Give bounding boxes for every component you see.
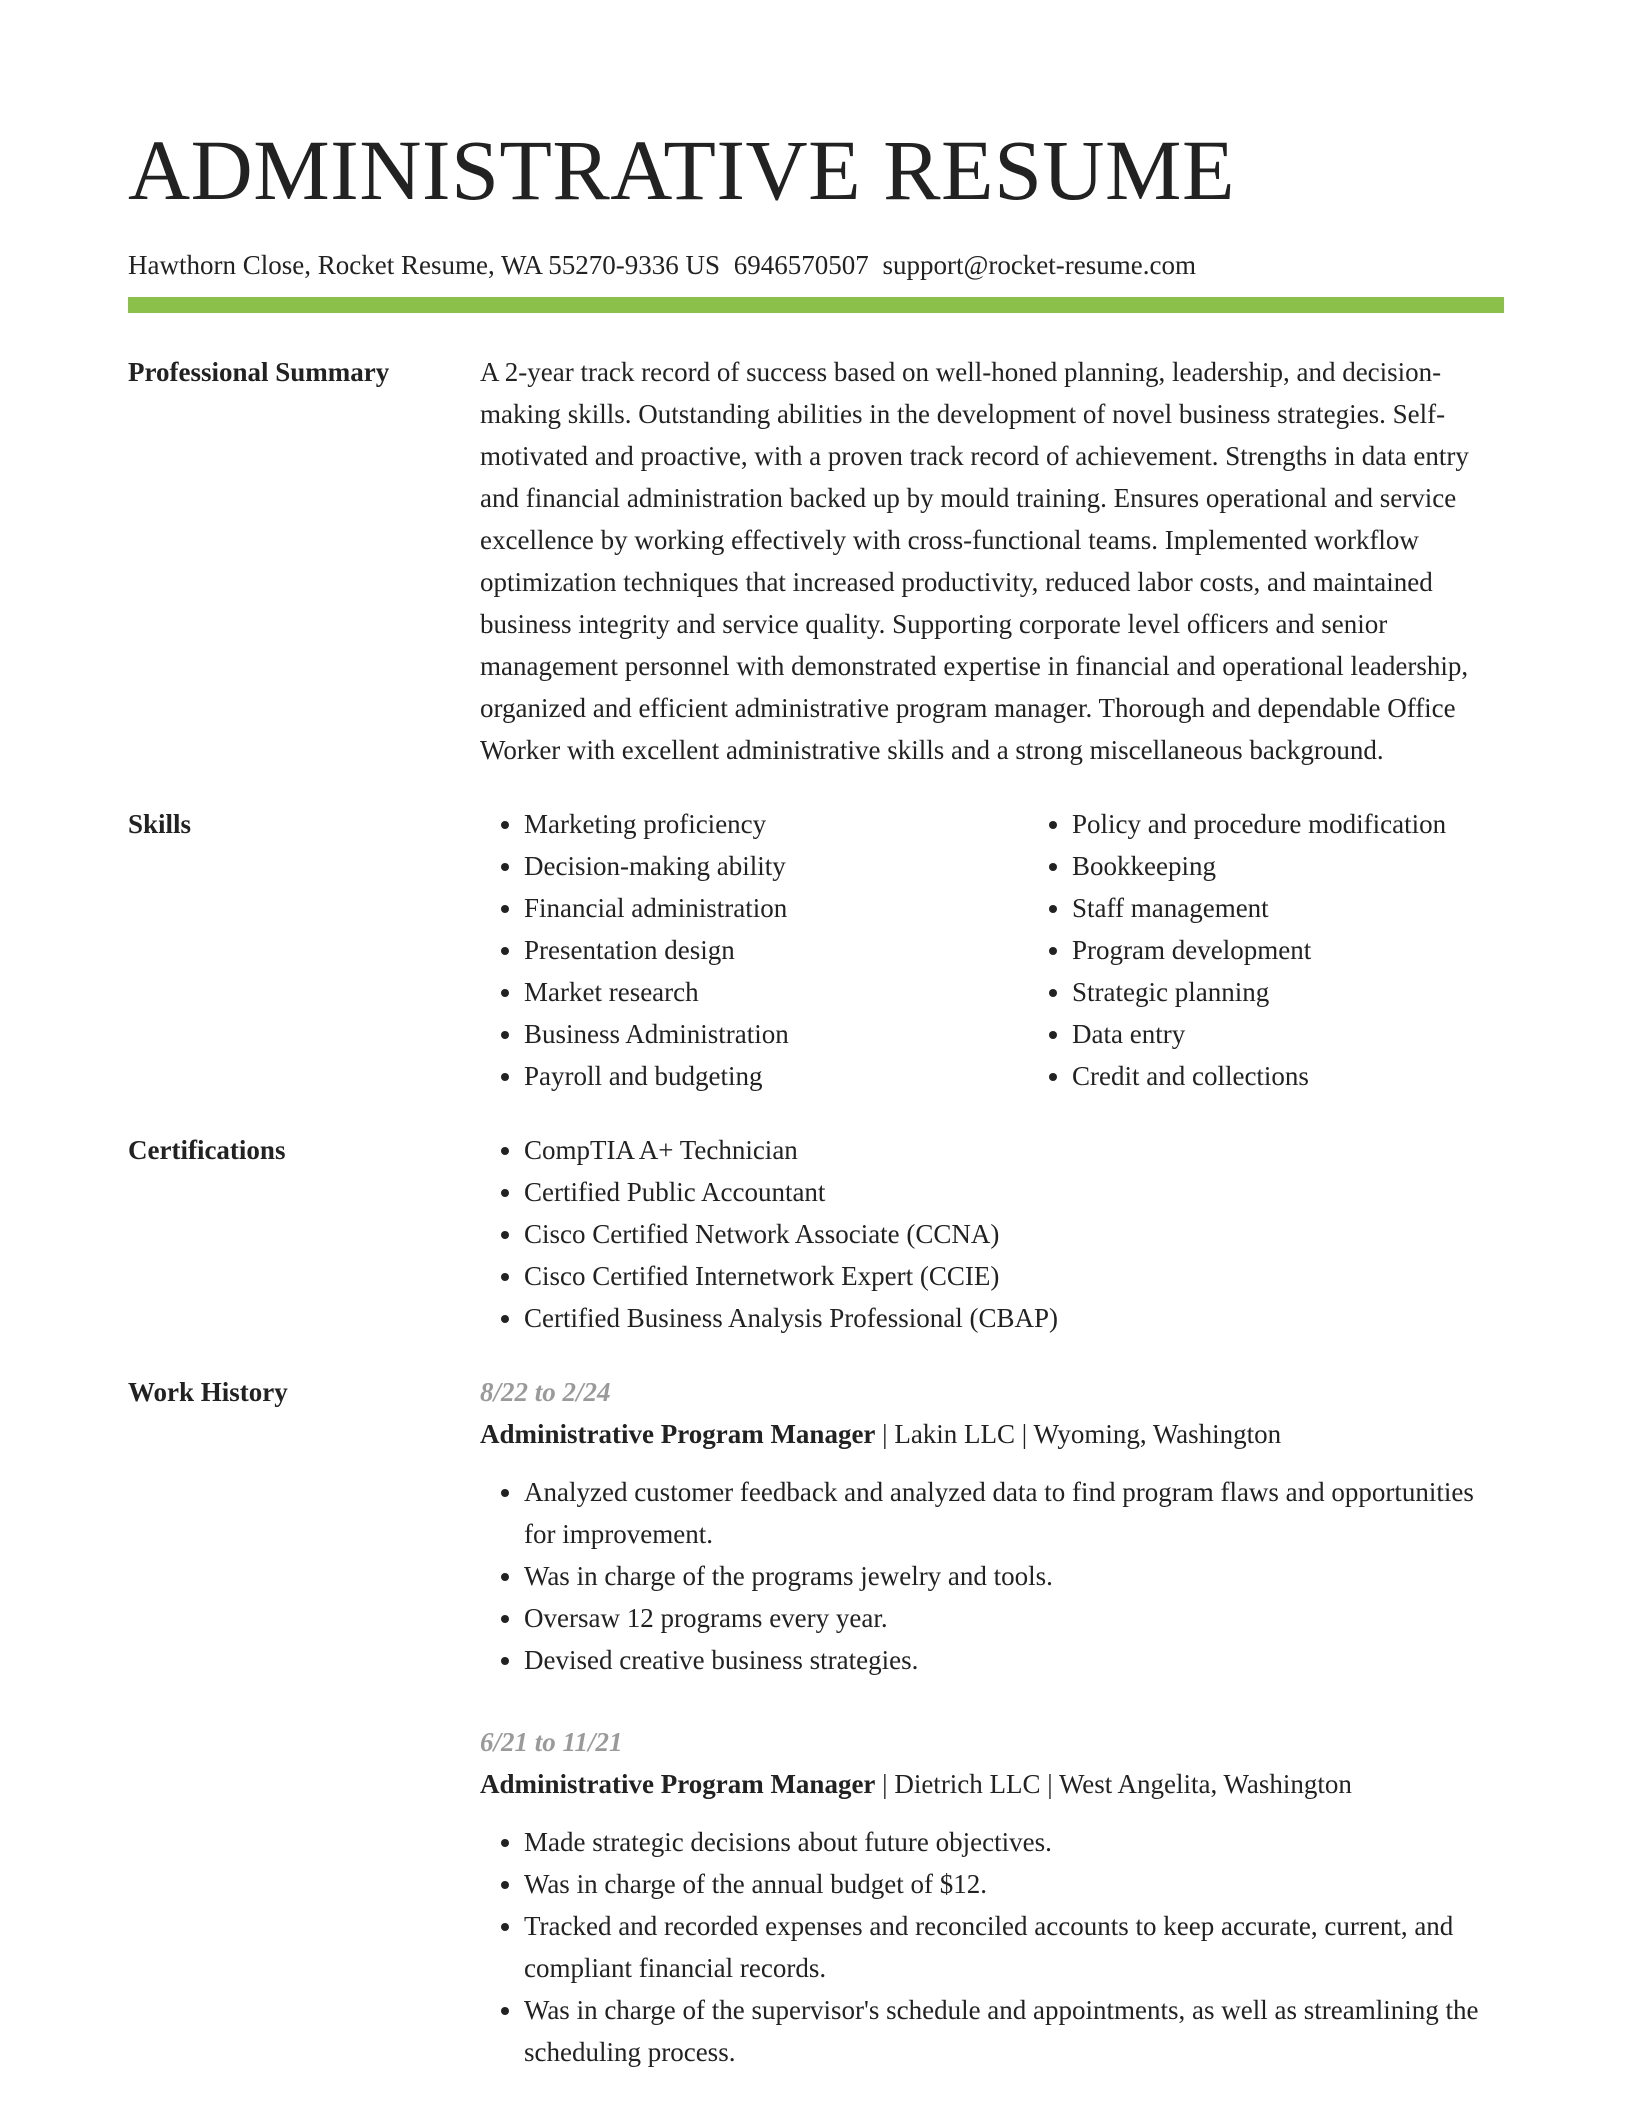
certification-item: • Cisco Certified Network Associate (CCNA) [524,1213,1504,1255]
skill-item: • Payroll and budgeting [524,1055,1028,1097]
job-details: | Lakin LLC | Wyoming, Washington [875,1419,1282,1449]
job-title-line [480,1763,1504,1805]
work-history-section [128,1371,1504,2073]
job-entry [480,1721,1504,2073]
job-dates: 8/22 to 2/24 [480,1377,611,1407]
work-history-content [480,1371,1504,2073]
skill-item: • Strategic planning [1072,971,1576,1013]
skill-item: • Financial administration [524,887,1028,929]
job-bullets [480,1821,1504,2073]
skill-item: • Market research [524,971,1028,1013]
contact-address: Hawthorn Close, Rocket Resume, WA 55270-9336 US [128,250,720,280]
job-bullet: • Was in charge of the programs jewelry and tools. [524,1555,1504,1597]
job-bullet: • Analyzed customer feedback and analyzed data to find program flaws and opportunities for improvement. [524,1471,1504,1555]
certification-item: • Certified Business Analysis Professional (CBAP) [524,1297,1504,1339]
skill-item: • Credit and collections [1072,1055,1576,1097]
contact-line [128,248,1504,282]
skill-item: • Decision-making ability [524,845,1028,887]
skills-list-left [480,803,1028,1097]
summary-label: Professional Summary [128,357,390,387]
resume-name: ADMINISTRATIVE RESUME [128,122,1235,218]
certification-item: • CompTIA A+ Technician [524,1129,1504,1171]
skill-item: • Program development [1072,929,1576,971]
skills-list-right [1028,803,1576,1097]
certifications-content [480,1129,1504,1339]
skill-item: • Presentation design [524,929,1028,971]
work-history-label: Work History [128,1377,288,1407]
job-bullet: • Was in charge of the annual budget of $12. [524,1863,1504,1905]
contact-phone: 6946570507 [733,250,869,280]
summary-content [480,351,1504,771]
header-divider [128,297,1504,313]
job-title: Administrative Program Manager [480,1769,876,1799]
job-bullet: • Tracked and recorded expenses and reconciled accounts to keep accurate, current, and compliant financial records. [524,1905,1504,1989]
job-bullet: • Oversaw 12 programs every year. [524,1597,1504,1639]
certifications-list [480,1129,1504,1339]
skill-item: • Staff management [1072,887,1576,929]
summary-section [128,351,1504,771]
skill-item: • Data entry [1072,1013,1576,1055]
skill-item: • Policy and procedure modification [1072,803,1576,845]
resume-page [128,122,1504,2073]
certifications-section [128,1129,1504,1339]
job-dates: 6/21 to 11/21 [480,1727,623,1757]
job-details: | Dietrich LLC | West Angelita, Washington [875,1769,1352,1799]
certifications-label: Certifications [128,1135,286,1165]
skill-item: • Business Administration [524,1013,1028,1055]
contact-email[interactable]: support@rocket-resume.com [882,250,1196,280]
job-bullets [480,1471,1504,1681]
job-bullet: • Made strategic decisions about future objectives. [524,1821,1504,1863]
skill-item: • Bookkeeping [1072,845,1576,887]
job-title: Administrative Program Manager [480,1419,876,1449]
job-bullet: • Was in charge of the supervisor's schedule and appointments, as well as streamlining the scheduling process. [524,1989,1504,2073]
skills-content [480,803,1576,1097]
certification-item: • Certified Public Accountant [524,1171,1504,1213]
skills-section [128,803,1504,1097]
job-entry [480,1371,1504,1681]
skills-label: Skills [128,809,192,839]
job-title-line [480,1413,1504,1455]
summary-text: A 2-year track record of success based on well-honed planning, leadership, and decision-making skills. Outstanding abilities in the development of novel business strategies. Self-motivated and proactive, with a proven track record of achievement. Strengths in data entry and financial administration backed up by mould training. Ensures operational and service excellence by working effectively with cross-functional teams. Implemented workflow optimization techniques that increased productivity, reduced labor costs, and maintained business integrity and service quality. Supporting corporate level officers and senior management personnel with demonstrated expertise in financial and operational leadership, organized and efficient administrative program manager. Thorough and dependable Office Worker with excellent administrative skills and a strong miscellaneous background. [480,357,1469,765]
certification-item: • Cisco Certified Internetwork Expert (CCIE) [524,1255,1504,1297]
job-bullet: • Devised creative business strategies. [524,1639,1504,1681]
skill-item: • Marketing proficiency [524,803,1028,845]
